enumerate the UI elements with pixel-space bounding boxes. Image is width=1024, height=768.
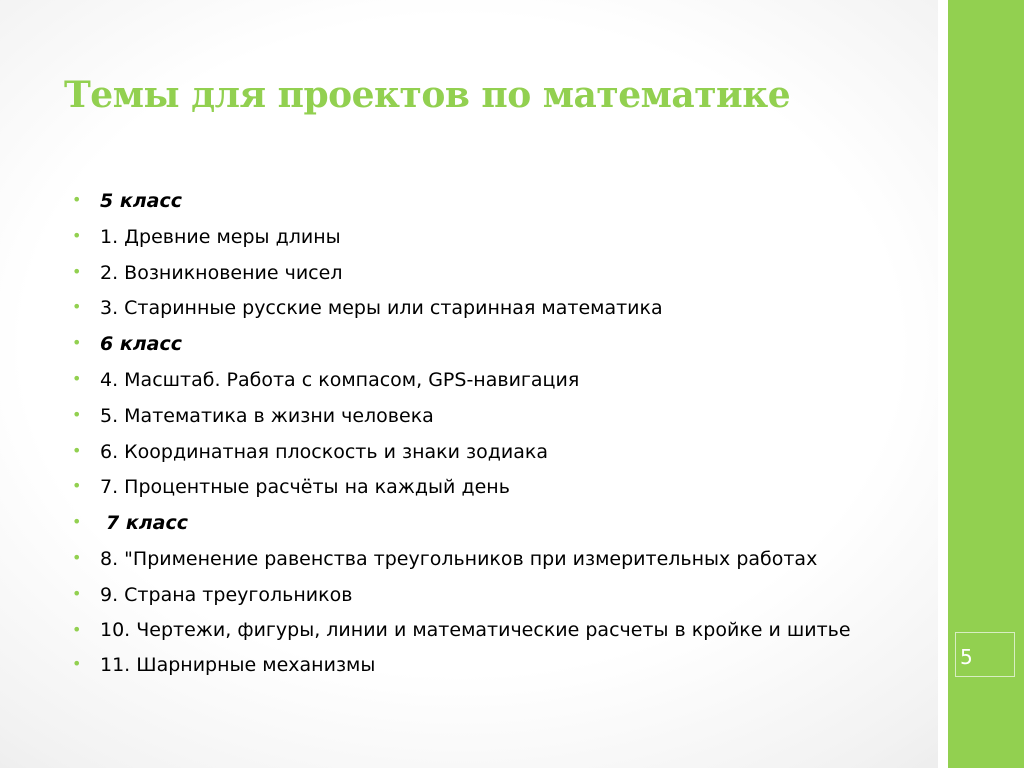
- list-item-heading: [70, 508, 890, 538]
- list-item-text: 3. Старинные русские меры или старинная математика: [100, 297, 663, 320]
- bullet-icon: •: [72, 261, 82, 281]
- list-item-text: 11. Шарнирные механизмы: [100, 654, 376, 677]
- bullet-icon: •: [72, 654, 82, 674]
- bullet-icon: •: [72, 512, 82, 532]
- bullet-icon: •: [72, 619, 82, 639]
- list-item-heading: [70, 329, 890, 359]
- bullet-icon: •: [72, 225, 82, 245]
- list-item: [70, 650, 890, 680]
- list-item-text: 5. Математика в жизни человека: [100, 404, 434, 427]
- topic-list: [70, 186, 890, 686]
- bullet-icon: •: [72, 404, 82, 424]
- slide-number-box: [955, 632, 1015, 677]
- bullet-icon: •: [72, 297, 82, 317]
- list-item: [70, 616, 890, 645]
- list-item-text: 2. Возникновение чисел: [100, 261, 343, 284]
- bullet-icon: •: [72, 368, 82, 388]
- list-item: [70, 222, 890, 252]
- list-item-heading: [70, 186, 890, 216]
- list-item: [70, 365, 890, 395]
- list-item: [70, 472, 890, 502]
- bullet-icon: •: [72, 476, 82, 496]
- bullet-icon: •: [72, 440, 82, 460]
- list-item: [70, 258, 890, 288]
- list-item-text: 7 класс: [106, 512, 188, 535]
- slide-title: Темы для проектов по математике: [64, 74, 791, 116]
- bullet-icon: •: [72, 583, 82, 603]
- list-item-text: 5 класс: [100, 190, 182, 212]
- list-item: [70, 544, 890, 574]
- list-item: [70, 437, 890, 467]
- side-band-divider: [938, 0, 948, 768]
- list-item-text: 7. Процентные расчёты на каждый день: [100, 476, 510, 499]
- list-item-text: 1. Древние меры длины: [100, 225, 341, 248]
- list-item-text: 6 класс: [100, 333, 182, 356]
- bullet-icon: •: [72, 333, 82, 353]
- slide-number: 5: [960, 645, 973, 669]
- list-item: [70, 401, 890, 431]
- list-item-text: 10. Чертежи, фигуры, линии и математические расчеты в кройке и шитье: [100, 618, 851, 641]
- list-item-text: 6. Координатная плоскость и знаки зодиака: [100, 440, 549, 463]
- list-item: [70, 580, 890, 610]
- list-item-text: 8. "Применение равенства треугольников при измерительных работах: [100, 547, 818, 570]
- list-item-text: 9. Страна треугольников: [100, 583, 353, 606]
- list-item: [70, 293, 890, 323]
- bullet-icon: •: [72, 547, 82, 567]
- list-item-text: 4. Масштаб. Работа с компасом, GPS-навигация: [100, 368, 580, 391]
- bullet-icon: •: [72, 190, 82, 209]
